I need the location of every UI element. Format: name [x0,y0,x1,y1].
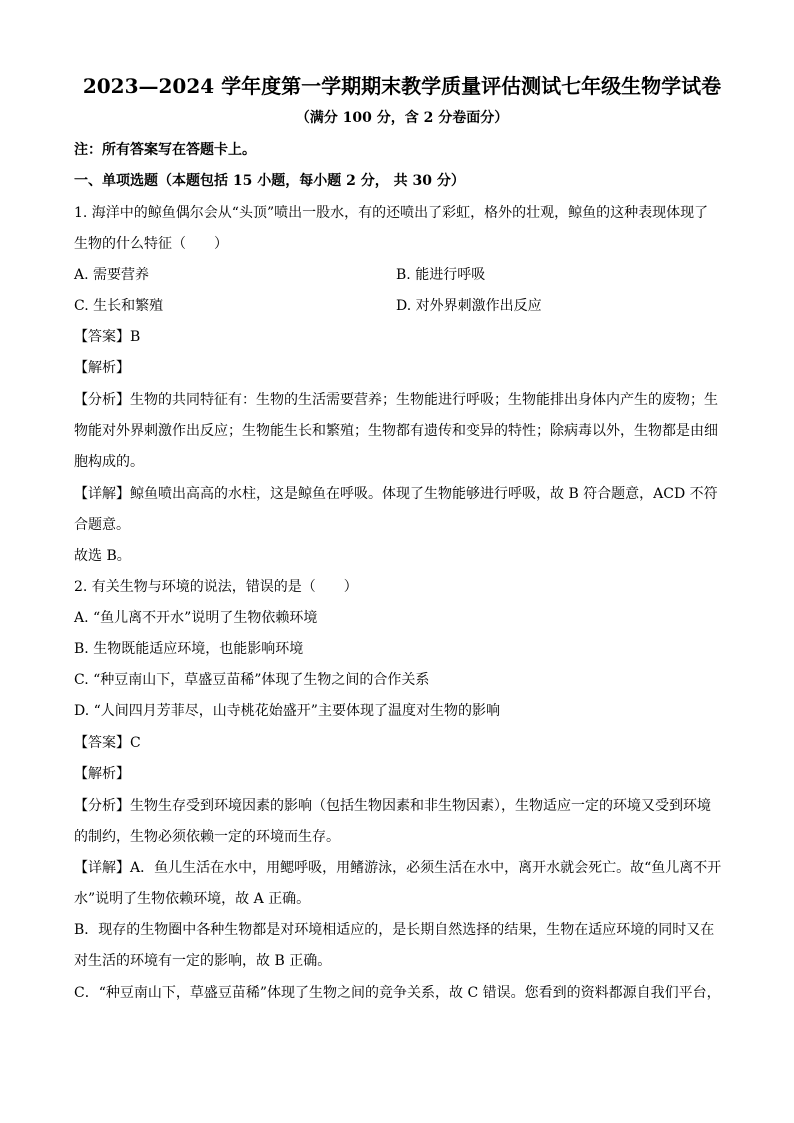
q1-analysis-line1: 【分析】生物的共同特征有：生物的生活需要营养；生物能进行呼吸；生物能排出身体内产生的废物；生 [74,392,718,408]
q1-stem-line1: 1. 海洋中的鲸鱼偶尔会从“头顶”喷出一股水，有的还喷出了彩虹，格外的壮观，鲸鱼的这种表现体现了 [74,205,709,221]
q1-option-d: D. 对外界刺激作出反应 [396,298,542,314]
q2-detail-line4: 对生活的环境有一定的影响，故 B 正确。 [74,953,332,969]
q1-analysis-line3: 胞构成的。 [74,454,144,470]
section-heading: 一、单项选题（本题包括 15 小题，每小题 2 分， 共 30 分） [74,173,465,189]
q2-option-a: A. “鱼儿离不开水”说明了生物依赖环境 [74,610,318,626]
q1-analysis-tag: 【解析】 [74,360,130,376]
q2-detail-line2: 水”说明了生物依赖环境，故 A 正确。 [74,891,311,907]
exam-title: 2023—2024 学年度第一学期期末教学质量评估测试七年级生物学试卷 [82,74,722,98]
q2-detail-line1: 【详解】A．鱼儿生活在水中，用鳃呼吸，用鳍游泳，必须生活在水中，离开水就会死亡。故“鱼儿离不开 [74,860,722,876]
q1-detail-line1: 【详解】鲸鱼喷出高高的水柱，这是鲸鱼在呼吸。体现了生物能够进行呼吸，故 B 符合题意，ACD 不符 [74,486,718,502]
q1-option-c: C. 生长和繁殖 [74,298,164,314]
q2-option-d: D. “人间四月芳菲尽，山寺桃花始盛开”主要体现了温度对生物的影响 [74,703,500,719]
q2-analysis-line1: 【分析】生物生存受到环境因素的影响（包括生物因素和非生物因素），生物适应一定的环境又受到环境 [74,798,711,814]
q2-analysis-line2: 的制约，生物必须依赖一定的环境而生存。 [74,829,340,845]
q2-option-b: B. 生物既能适应环境，也能影响环境 [74,641,304,657]
exam-subtitle: （满分 100 分，含 2 分卷面分） [295,110,509,126]
q1-conclusion: 故选 B。 [74,548,131,564]
q1-answer: 【答案】B [74,329,141,345]
q2-answer: 【答案】C [74,735,141,751]
q2-option-c: C. “种豆南山下，草盛豆苗稀”体现了生物之间的合作关系 [74,672,430,688]
q2-detail-line3: B．现存的生物圈中各种生物都是对环境相适应的，是长期自然选择的结果，生物在适应环境的同时又在 [74,922,715,938]
q1-detail-line2: 合题意。 [74,517,130,533]
q1-stem-line2: 生物的什么特征（ ） [74,236,228,252]
exam-note: 注：所有答案写在答题卡上。 [74,142,256,158]
q2-stem: 2. 有关生物与环境的说法，错误的是（ ） [74,579,358,595]
q1-option-a: A. 需要营养 [74,267,150,283]
q1-option-b: B. 能进行呼吸 [396,267,486,283]
q1-analysis-line2: 物能对外界刺激作出反应；生物能生长和繁殖；生物都有遗传和变异的特性；除病毒以外，生物都是由细 [74,423,718,439]
q2-detail-line5: C．“种豆南山下，草盛豆苗稀”体现了生物之间的竞争关系，故 C 错误。您看到的资料都源自我们平台， [74,985,721,1001]
q2-analysis-tag: 【解析】 [74,766,130,782]
